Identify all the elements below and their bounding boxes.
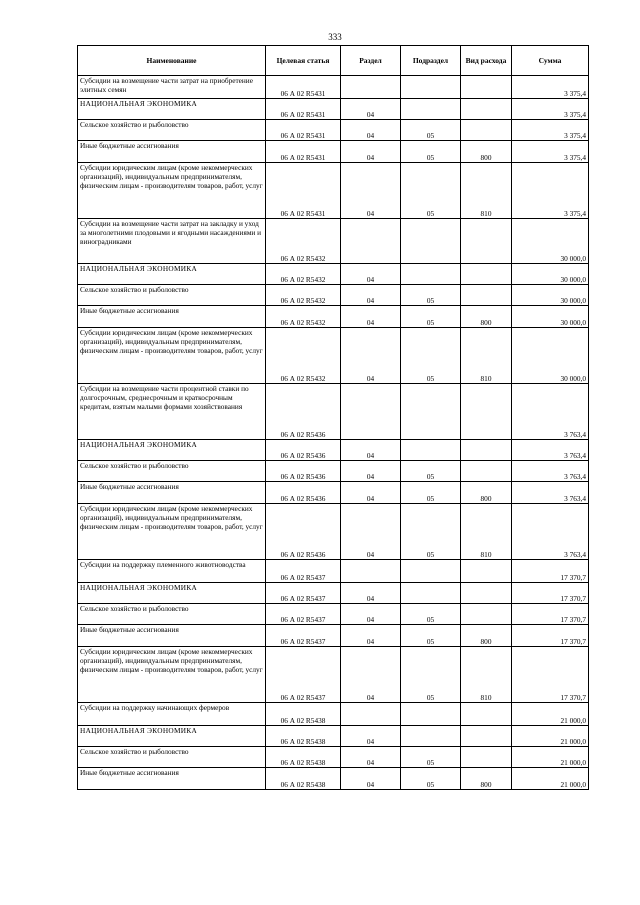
- cell-target: 06 А 02 R5436: [266, 384, 341, 440]
- cell-section: 04: [341, 625, 401, 647]
- cell-sum: 17 370,7: [512, 560, 589, 583]
- cell-target: 06 А 02 R5438: [266, 703, 341, 726]
- header-section: Раздел: [341, 46, 401, 76]
- cell-expense-type: [461, 726, 512, 747]
- cell-sum: 17 370,7: [512, 583, 589, 604]
- cell-name: НАЦИОНАЛЬНАЯ ЭКОНОМИКА: [78, 440, 266, 461]
- cell-subsection: 05: [401, 120, 461, 141]
- cell-sum: 3 763,4: [512, 482, 589, 504]
- cell-subsection: [401, 703, 461, 726]
- cell-section: 04: [341, 647, 401, 703]
- cell-target: 06 А 02 R5437: [266, 604, 341, 625]
- cell-name: Субсидии юридическим лицам (кроме некоммерческих организаций), индивидуальным предпринимателям, физическим лицам - производителям товаров, работ, услуг: [78, 504, 266, 560]
- cell-section: 04: [341, 461, 401, 482]
- cell-sum: 30 000,0: [512, 328, 589, 384]
- cell-sum: 17 370,7: [512, 604, 589, 625]
- cell-section: 04: [341, 768, 401, 790]
- cell-subsection: [401, 560, 461, 583]
- cell-sum: 3 763,4: [512, 461, 589, 482]
- cell-target: 06 А 02 R5437: [266, 625, 341, 647]
- header-sum: Сумма: [512, 46, 589, 76]
- cell-target: 06 А 02 R5432: [266, 219, 341, 264]
- cell-subsection: 05: [401, 461, 461, 482]
- cell-subsection: [401, 384, 461, 440]
- cell-section: 04: [341, 604, 401, 625]
- cell-expense-type: [461, 264, 512, 285]
- cell-expense-type: [461, 99, 512, 120]
- cell-name: Сельское хозяйство и рыболовство: [78, 285, 266, 306]
- cell-target: 06 А 02 R5432: [266, 328, 341, 384]
- cell-target: 06 А 02 R5431: [266, 76, 341, 99]
- cell-target: 06 А 02 R5436: [266, 461, 341, 482]
- cell-section: 04: [341, 482, 401, 504]
- cell-name: Субсидии юридическим лицам (кроме некоммерческих организаций), индивидуальным предпринимателям, физическим лицам - производителям товаров, работ, услуг: [78, 328, 266, 384]
- cell-target: 06 А 02 R5437: [266, 647, 341, 703]
- header-expense-type: Вид расхода: [461, 46, 512, 76]
- cell-target: 06 А 02 R5432: [266, 285, 341, 306]
- cell-section: 04: [341, 120, 401, 141]
- table-header-row: [78, 46, 589, 76]
- cell-name: Сельское хозяйство и рыболовство: [78, 461, 266, 482]
- budget-table: [77, 45, 589, 790]
- cell-name: НАЦИОНАЛЬНАЯ ЭКОНОМИКА: [78, 583, 266, 604]
- cell-subsection: [401, 99, 461, 120]
- table-row: [78, 726, 589, 747]
- table-row: [78, 264, 589, 285]
- cell-expense-type: 810: [461, 163, 512, 219]
- cell-sum: 3 375,4: [512, 99, 589, 120]
- table-row: [78, 219, 589, 264]
- table-row: [78, 440, 589, 461]
- cell-target: 06 А 02 R5432: [266, 264, 341, 285]
- cell-sum: 3 375,4: [512, 163, 589, 219]
- cell-sum: 3 375,4: [512, 76, 589, 99]
- cell-name: Сельское хозяйство и рыболовство: [78, 747, 266, 768]
- cell-section: 04: [341, 583, 401, 604]
- table-row: [78, 163, 589, 219]
- cell-expense-type: 800: [461, 141, 512, 163]
- cell-name: НАЦИОНАЛЬНАЯ ЭКОНОМИКА: [78, 99, 266, 120]
- cell-subsection: [401, 76, 461, 99]
- cell-expense-type: [461, 560, 512, 583]
- cell-section: 04: [341, 264, 401, 285]
- table-row: [78, 625, 589, 647]
- cell-sum: 17 370,7: [512, 625, 589, 647]
- table-row: [78, 120, 589, 141]
- cell-section: 04: [341, 306, 401, 328]
- cell-section: [341, 384, 401, 440]
- cell-subsection: 05: [401, 328, 461, 384]
- table-row: [78, 482, 589, 504]
- cell-subsection: 05: [401, 747, 461, 768]
- cell-expense-type: 810: [461, 647, 512, 703]
- cell-sum: 21 000,0: [512, 726, 589, 747]
- cell-target: 06 А 02 R5432: [266, 306, 341, 328]
- cell-name: Иные бюджетные ассигнования: [78, 482, 266, 504]
- cell-section: 04: [341, 285, 401, 306]
- cell-section: 04: [341, 141, 401, 163]
- cell-subsection: 05: [401, 285, 461, 306]
- table-row: [78, 461, 589, 482]
- cell-subsection: 05: [401, 504, 461, 560]
- header-name: Наименование: [78, 46, 266, 76]
- cell-section: [341, 219, 401, 264]
- cell-section: [341, 703, 401, 726]
- table-row: [78, 328, 589, 384]
- table-row: [78, 141, 589, 163]
- cell-expense-type: [461, 384, 512, 440]
- cell-section: [341, 560, 401, 583]
- table-row: [78, 76, 589, 99]
- cell-expense-type: [461, 747, 512, 768]
- table-row: [78, 99, 589, 120]
- cell-target: 06 А 02 R5437: [266, 583, 341, 604]
- cell-sum: 17 370,7: [512, 647, 589, 703]
- cell-target: 06 А 02 R5436: [266, 440, 341, 461]
- cell-expense-type: 800: [461, 768, 512, 790]
- cell-sum: 3 763,4: [512, 504, 589, 560]
- cell-target: 06 А 02 R5438: [266, 768, 341, 790]
- cell-section: 04: [341, 328, 401, 384]
- cell-expense-type: [461, 76, 512, 99]
- table-row: [78, 703, 589, 726]
- cell-expense-type: 800: [461, 482, 512, 504]
- cell-name: Иные бюджетные ассигнования: [78, 768, 266, 790]
- cell-sum: 30 000,0: [512, 219, 589, 264]
- table-body: [78, 76, 589, 790]
- table-row: [78, 285, 589, 306]
- cell-name: НАЦИОНАЛЬНАЯ ЭКОНОМИКА: [78, 726, 266, 747]
- cell-sum: 30 000,0: [512, 264, 589, 285]
- cell-expense-type: [461, 461, 512, 482]
- cell-subsection: 05: [401, 625, 461, 647]
- cell-name: НАЦИОНАЛЬНАЯ ЭКОНОМИКА: [78, 264, 266, 285]
- cell-target: 06 А 02 R5431: [266, 99, 341, 120]
- page-number: 333: [328, 32, 342, 42]
- cell-subsection: [401, 219, 461, 264]
- cell-section: 04: [341, 747, 401, 768]
- table-row: [78, 504, 589, 560]
- cell-name: Субсидии на поддержку племенного животноводства: [78, 560, 266, 583]
- cell-section: 04: [341, 99, 401, 120]
- cell-expense-type: 800: [461, 306, 512, 328]
- cell-subsection: 05: [401, 604, 461, 625]
- cell-subsection: [401, 583, 461, 604]
- cell-name: Субсидии на возмещение части затрат на закладку и уход за многолетними плодовыми и ягодными насаждениями и виноградниками: [78, 219, 266, 264]
- cell-name: Субсидии на поддержку начинающих фермеров: [78, 703, 266, 726]
- cell-expense-type: 800: [461, 625, 512, 647]
- cell-expense-type: [461, 120, 512, 141]
- cell-name: Субсидии на возмещение части затрат на приобретение элитных семян: [78, 76, 266, 99]
- header-target: Целевая статья: [266, 46, 341, 76]
- cell-section: 04: [341, 726, 401, 747]
- cell-expense-type: [461, 219, 512, 264]
- cell-sum: 3 763,4: [512, 440, 589, 461]
- table-row: [78, 647, 589, 703]
- cell-expense-type: [461, 583, 512, 604]
- table-row: [78, 384, 589, 440]
- cell-expense-type: 810: [461, 504, 512, 560]
- cell-name: Сельское хозяйство и рыболовство: [78, 604, 266, 625]
- cell-expense-type: [461, 440, 512, 461]
- cell-subsection: [401, 264, 461, 285]
- cell-target: 06 А 02 R5438: [266, 747, 341, 768]
- cell-target: 06 А 02 R5431: [266, 163, 341, 219]
- table-row: [78, 560, 589, 583]
- cell-section: 04: [341, 440, 401, 461]
- cell-subsection: 05: [401, 768, 461, 790]
- cell-sum: 3 375,4: [512, 141, 589, 163]
- cell-name: Иные бюджетные ассигнования: [78, 141, 266, 163]
- header-subsection: Подраздел: [401, 46, 461, 76]
- cell-target: 06 А 02 R5436: [266, 504, 341, 560]
- cell-subsection: 05: [401, 647, 461, 703]
- cell-expense-type: [461, 604, 512, 625]
- cell-subsection: 05: [401, 306, 461, 328]
- cell-subsection: 05: [401, 141, 461, 163]
- cell-name: Субсидии юридическим лицам (кроме некоммерческих организаций), индивидуальным предпринимателям, физическим лицам - производителям товаров, работ, услуг: [78, 647, 266, 703]
- cell-target: 06 А 02 R5438: [266, 726, 341, 747]
- cell-subsection: [401, 440, 461, 461]
- cell-sum: 21 000,0: [512, 703, 589, 726]
- cell-name: Сельское хозяйство и рыболовство: [78, 120, 266, 141]
- cell-subsection: [401, 726, 461, 747]
- cell-name: Иные бюджетные ассигнования: [78, 625, 266, 647]
- cell-section: 04: [341, 504, 401, 560]
- cell-sum: 30 000,0: [512, 306, 589, 328]
- cell-name: Иные бюджетные ассигнования: [78, 306, 266, 328]
- cell-expense-type: 810: [461, 328, 512, 384]
- cell-name: Субсидии юридическим лицам (кроме некоммерческих организаций), индивидуальным предпринимателям, физическим лицам - производителям товаров, работ, услуг: [78, 163, 266, 219]
- cell-sum: 3 375,4: [512, 120, 589, 141]
- table-row: [78, 768, 589, 790]
- cell-sum: 21 000,0: [512, 768, 589, 790]
- cell-subsection: 05: [401, 482, 461, 504]
- cell-name: Субсидии на возмещение части процентной ставки по долгосрочным, среднесрочным и краткосрочным кредитам, взятым малыми формами хозяйствования: [78, 384, 266, 440]
- cell-sum: 3 763,4: [512, 384, 589, 440]
- cell-target: 06 А 02 R5436: [266, 482, 341, 504]
- cell-target: 06 А 02 R5431: [266, 120, 341, 141]
- cell-sum: 30 000,0: [512, 285, 589, 306]
- cell-expense-type: [461, 703, 512, 726]
- cell-target: 06 А 02 R5437: [266, 560, 341, 583]
- table-row: [78, 306, 589, 328]
- table-row: [78, 583, 589, 604]
- cell-sum: 21 000,0: [512, 747, 589, 768]
- cell-section: [341, 76, 401, 99]
- cell-target: 06 А 02 R5431: [266, 141, 341, 163]
- cell-section: 04: [341, 163, 401, 219]
- table-row: [78, 604, 589, 625]
- cell-subsection: 05: [401, 163, 461, 219]
- table-row: [78, 747, 589, 768]
- cell-expense-type: [461, 285, 512, 306]
